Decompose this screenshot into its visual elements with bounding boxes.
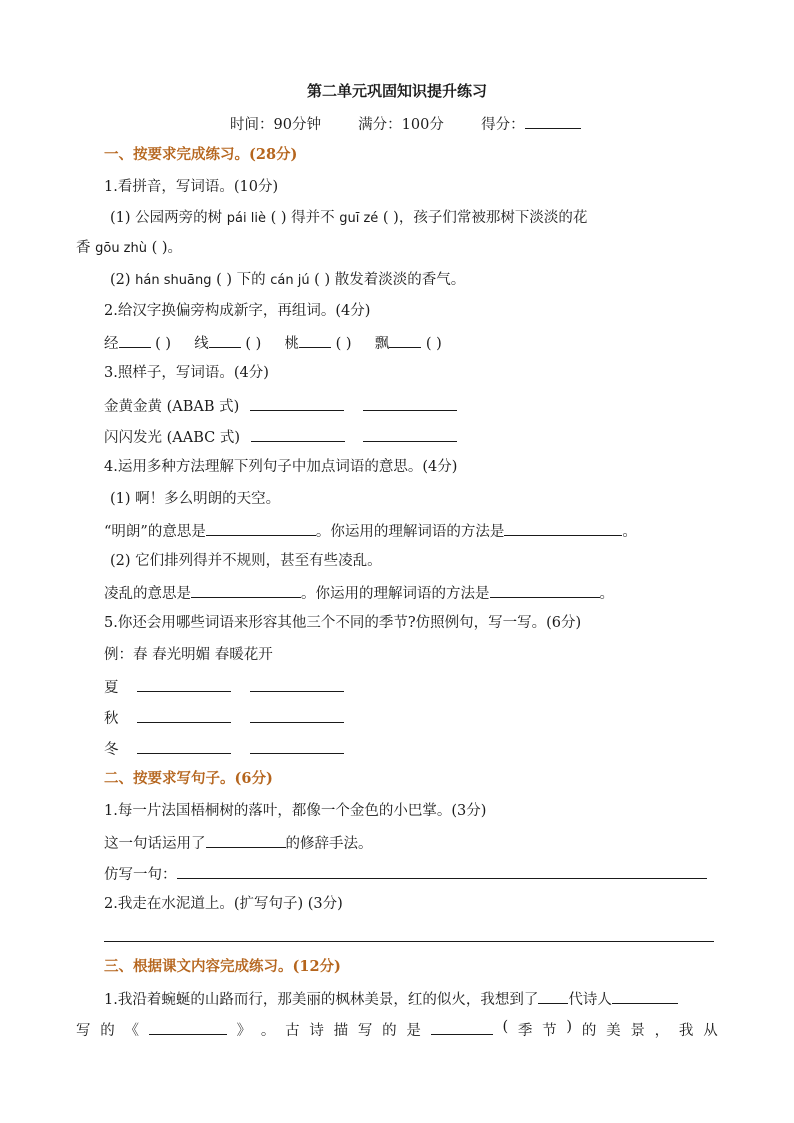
q1-4-sentence-2: (2) 它们排列得并不规则，甚至有些凌乱。 (110, 553, 382, 569)
answer-blank[interactable] (363, 395, 457, 411)
season-blank[interactable] (431, 1019, 493, 1035)
answer-paren[interactable]: ( ) 得并不 (270, 210, 335, 226)
answer-paren[interactable]: ( )。 (151, 240, 183, 256)
exam-meta (230, 113, 581, 134)
q1-3-abab: 金黄金黄 (ABAB 式) (104, 395, 457, 417)
poem-title-blank[interactable] (149, 1019, 227, 1035)
score-label: 得分： (481, 117, 525, 133)
q2-2-prompt: 2.我走在水泥道上。(扩写句子) (3分) (104, 896, 343, 912)
answer-blank[interactable] (250, 707, 344, 723)
q1-1-line2: 香 gōu zhù ( )。 (76, 240, 183, 256)
answer-paren[interactable]: ( ) (425, 336, 442, 352)
time-label: 时间：90分钟 (230, 117, 321, 133)
answer-paren[interactable]: ( ) 散发着淡淡的香气。 (314, 272, 466, 288)
page-title: 第二单元巩固知识提升练习 (306, 82, 487, 100)
q3-1-line2: 写 的 《 》 。 古 诗 描 写 的 是 ( 季 节 ) 的 美 景 ， 我 从 (76, 1019, 718, 1039)
answer-paren[interactable]: ( ) 下的 (216, 272, 266, 288)
q1-3-prompt: 3.照样子，写词语。(4分) (104, 365, 269, 381)
answer-paren[interactable]: ( ) (245, 336, 262, 352)
season-row-summer: 夏 (104, 676, 344, 698)
season-row-winter: 冬 (104, 738, 344, 760)
q1-1-line1: (1) 公园两旁的树 pái liè ( ) 得并不 guī zé ( )，孩子们常被那树下淡淡的花 (110, 210, 588, 226)
q1-3-aabc: 闪闪发光 (AABC 式) (104, 426, 457, 448)
pinyin-guize: guī zé (339, 211, 379, 226)
char-item: 飘 (374, 336, 390, 352)
answer-blank[interactable] (250, 676, 344, 692)
char-blank[interactable] (299, 332, 331, 348)
q1-4-answer-1: “明朗”的意思是 。你运用的理解词语的方法是 。 (104, 520, 637, 542)
answer-blank[interactable] (137, 738, 231, 754)
q1-2-answers (104, 332, 442, 354)
method-blank[interactable] (490, 582, 600, 598)
meaning-blank[interactable] (206, 520, 316, 536)
section-3-heading: 三、根据课文内容完成练习。(12分) (104, 958, 341, 975)
section-1-heading: 一、按要求完成练习。(28分) (104, 146, 298, 163)
poet-blank[interactable] (612, 988, 678, 1004)
section-2-heading: 二、按要求写句子。(6分) (104, 770, 273, 787)
q1-5-prompt: 5.你还会用哪些词语来形容其他三个不同的季节?仿照例句，写一写。(6分) (104, 615, 582, 631)
score-blank[interactable] (525, 113, 581, 129)
imitate-blank[interactable] (177, 863, 707, 879)
answer-blank[interactable] (251, 426, 345, 442)
full-score-label: 满分：100分 (358, 117, 444, 133)
q3-1-line1: 1.我沿着蜿蜒的山路而行，那美丽的枫林美景，红的似火，我想到了 代诗人 (104, 988, 678, 1010)
char-blank[interactable] (119, 332, 151, 348)
q2-1-imitate: 仿写一句： (104, 863, 707, 885)
char-blank[interactable] (209, 332, 241, 348)
answer-blank[interactable] (137, 676, 231, 692)
char-blank[interactable] (389, 332, 421, 348)
q1-2-prompt: 2.给汉字换偏旁构成新字，再组词。(4分) (104, 303, 371, 319)
q1-4-answer-2: 凌乱的意思是 。你运用的理解词语的方法是 。 (104, 582, 614, 604)
expand-answer-line[interactable] (104, 940, 714, 942)
meaning-blank[interactable] (191, 582, 301, 598)
q1-4-sentence-1: (1) 啊！多么明朗的天空。 (110, 491, 281, 507)
pinyin-hanshuang: hán shuāng (135, 273, 212, 288)
q1-4-prompt: 4.运用多种方法理解下列句子中加点词语的意思。(4分) (104, 459, 458, 475)
answer-blank[interactable] (250, 395, 344, 411)
answer-paren[interactable]: ( ) (155, 336, 172, 352)
answer-paren[interactable]: ( )，孩子们常被那树下淡淡的花 (382, 210, 588, 226)
season-row-autumn: 秋 (104, 707, 344, 729)
method-blank[interactable] (504, 520, 622, 536)
pinyin-gouzhu: gōu zhù (95, 241, 147, 256)
q1-1-line3: (2) hán shuāng ( ) 下的 cán jú ( ) 散发着淡淡的香气。 (110, 272, 466, 288)
q2-1-prompt: 1.每一片法国梧桐树的落叶，都像一个金色的小巴掌。(3分) (104, 803, 487, 819)
q1-5-example: 例：春 春光明媚 春暖花开 (104, 647, 273, 663)
answer-blank[interactable] (250, 738, 344, 754)
char-item: 线 (194, 336, 209, 352)
q1-1-prompt: 1.看拼音，写词语。(10分) (104, 179, 279, 195)
char-item: 桃 (284, 336, 300, 352)
answer-blank[interactable] (363, 426, 457, 442)
answer-blank[interactable] (137, 707, 231, 723)
rhetoric-blank[interactable] (206, 832, 286, 848)
char-item: 经 (104, 336, 119, 352)
pinyin-pailie: pái liè (226, 211, 266, 226)
dynasty-blank[interactable] (538, 988, 568, 1004)
q2-1-rhetoric: 这一句话运用了 的修辞手法。 (104, 832, 373, 854)
pinyin-canju: cán jú (270, 273, 310, 288)
answer-paren[interactable]: ( ) (335, 336, 352, 352)
